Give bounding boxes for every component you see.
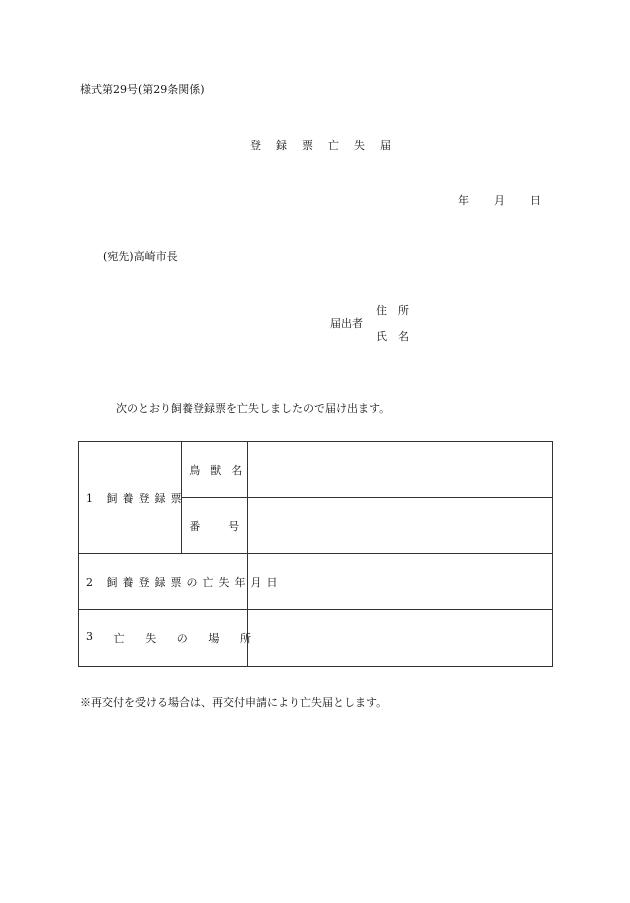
addressee: (宛先)高崎市長	[103, 250, 178, 263]
table-row	[79, 442, 553, 498]
document-title: 登録票亡失届	[250, 139, 406, 152]
row3-label	[86, 630, 261, 646]
record-table	[78, 441, 553, 667]
table-row	[79, 610, 553, 667]
number-label-part: 号	[228, 519, 240, 533]
number-label-cell	[182, 498, 248, 554]
row1-label: 1 飼養登録票	[79, 442, 182, 554]
number-label	[189, 518, 249, 534]
date-year-label: 年	[458, 194, 469, 207]
number-value[interactable]	[248, 498, 553, 554]
row3-label-part: の	[176, 632, 188, 645]
notifier-label: 届出者	[330, 317, 363, 330]
notifier-address-label: 住所	[376, 304, 420, 317]
row3-label-part: 3	[86, 630, 93, 643]
date-day-label: 日	[530, 194, 541, 207]
loss-date-value[interactable]	[248, 554, 553, 610]
notifier-name-label: 氏名	[376, 330, 420, 343]
species-value[interactable]	[248, 442, 553, 498]
row3-label-part: 亡	[113, 632, 125, 645]
table-row	[79, 554, 553, 610]
footnote: ※再交付を受ける場合は、再交付申請により亡失届とします。	[80, 696, 388, 709]
row3-label-part: 場	[208, 632, 220, 645]
row2-label: 2 飼養登録票の亡失年月日	[79, 554, 248, 610]
form-number: 様式第29号(第29条関係)	[80, 83, 205, 96]
row3-label-cell	[79, 610, 251, 667]
loss-place-value[interactable]	[248, 610, 553, 667]
row3-label-part: 所	[239, 632, 251, 645]
row3-label-part: 失	[145, 632, 157, 645]
species-label: 鳥獣名	[182, 442, 248, 498]
number-label-part: 番	[189, 519, 201, 533]
statement-text: 次のとおり飼養登録票を亡失しましたので届け出ます。	[116, 402, 391, 415]
date-month-label: 月	[494, 194, 505, 207]
